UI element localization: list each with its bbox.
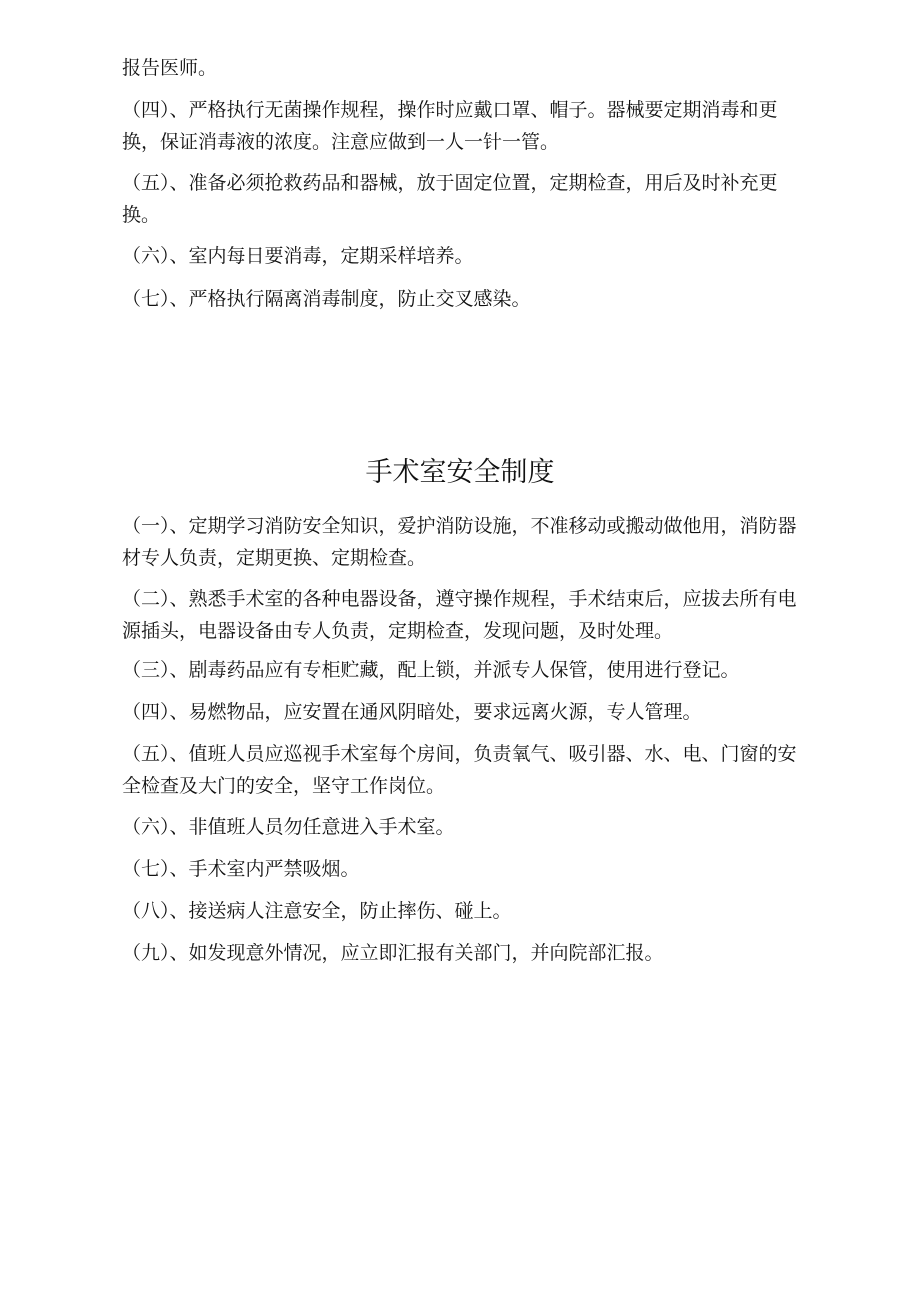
paragraph-rule-5: （五）、准备必须抢救药品和器械，放于固定位置，定期检查，用后及时补充更换。 [122,172,778,226]
safety-rule-9: （九）、如发现意外情况，应立即汇报有关部门，并向院部汇报。 [122,942,664,964]
paragraph-continued: 报告医师。 [122,57,218,79]
safety-rule-5: （五）、值班人员应巡视手术室每个房间，负责氧气、吸引器、水、电、门窗的安全检查及大门的安全，坚守工作岗位。 [122,743,797,797]
safety-rule-3: （三）、剧毒药品应有专柜贮藏，配上锁，并派专人保管，使用进行登记。 [122,659,740,681]
safety-rule-4: （四）、易燃物品，应安置在通风阴暗处，要求远离火源，专人管理。 [122,701,702,723]
safety-rule-2: （二）、熟悉手术室的各种电器设备，遵守操作规程，手术结束后，应拔去所有电源插头，电器设备由专人负责，定期检查，发现问题，及时处理。 [122,588,797,642]
safety-rule-7: （七）、手术室内严禁吸烟。 [122,858,360,880]
paragraph-rule-6: （六）、室内每日要消毒，定期采样培养。 [122,245,474,267]
paragraph-rule-4: （四）、严格执行无菌操作规程，操作时应戴口罩、帽子。器械要定期消毒和更换，保证消毒液的浓度。注意应做到一人一针一管。 [122,99,778,153]
section-title: 手术室安全制度 [365,457,555,488]
safety-rule-6: （六）、非值班人员勿任意进入手术室。 [122,816,455,838]
paragraph-rule-7: （七）、严格执行隔离消毒制度，防止交叉感染。 [122,288,531,310]
safety-rule-8: （八）、接送病人注意安全，防止摔伤、碰上。 [122,900,512,922]
safety-rule-1: （一）、定期学习消防安全知识，爱护消防设施，不准移动或搬动做他用，消防器材专人负责，定期更换、定期检查。 [122,515,797,569]
